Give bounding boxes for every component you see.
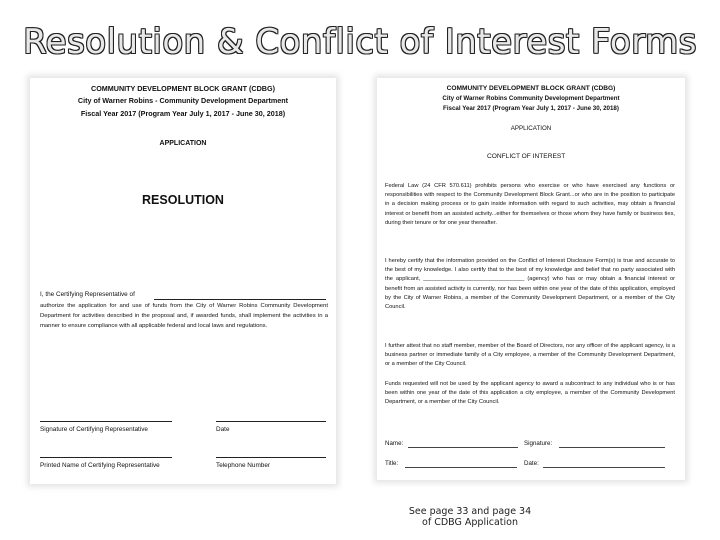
resolution-header-line1: COMMUNITY DEVELOPMENT BLOCK GRANT (CDBG) [91, 84, 275, 93]
name-label: Name: [385, 440, 404, 447]
printed-name-label: Printed Name of Certifying Representative [40, 462, 160, 469]
name-line[interactable] [408, 447, 518, 448]
signature-label-right: Signature: [524, 440, 553, 447]
conflict-header-line1: COMMUNITY DEVELOPMENT BLOCK GRANT (CDBG) [446, 85, 616, 92]
date-line[interactable] [216, 421, 326, 422]
conflict-header-line2: City of Warner Robins Community Development Department [442, 95, 620, 102]
telephone-label: Telephone Number [216, 462, 270, 469]
conflict-paragraph-4: Funds requested will not be used by the applicant agency to award a subcontract to any individual who is or has been within one year of the date of this application a city employee, a member of the Community Development Department, or a member of the City Council. [385, 381, 675, 406]
conflict-paragraph-3: I further attest that no staff member, member of the Board of Directors, nor any officer of the applicant agency, is a business partner or immediate family of a City employee, a member of the Community Development Department, or a member of the City Council. [385, 343, 675, 368]
conflict-header-line3: Fiscal Year 2017 (Program Year July 1, 2017 - June 30, 2018) [443, 105, 619, 112]
date-line-right[interactable] [543, 467, 665, 468]
conflict-heading: CONFLICT OF INTEREST [487, 153, 566, 160]
caption-line-1: See page 33 and page 34 [408, 506, 532, 517]
conflict-paragraph-1: Federal Law (24 CFR 570.611) prohibits persons who exercise or who have exercised any functions or responsibilities with respect to the Community Development Block Grant...or who are in the position to participate in a decision making process or to gain inside information with regard to such activities, may obtain a financial interest or benefit from an assisted activity...either for themselves or those whom they have family or business ties, during their tenure or for one year thereafter. [385, 183, 675, 226]
signature-line[interactable] [40, 421, 172, 422]
date-label: Date [216, 426, 230, 433]
resolution-body: authorize the application for and use of funds from the City of Warner Robins Community Development Department for activities described in the proposal and, if awarded funds, shall implement the activities in a manner to ensure compliance with all applicable federal and local laws and regulations. [40, 303, 328, 329]
conflict-paragraph-2: I hereby certify that the information provided on the Conflict of Interest Disclosure Form(s) is true and accurate to the best of my knowledge. I also certify that to the best of my knowledge and belief that no party associated with the applicant, ________________________________ (agency) who has or may obtain a financial interest or benefit from an assisted activity is currently, nor has been within one year of the date of this application, employed by the City of Warner Robins, a member of the Community Development Department, or a member of the City Council. [385, 258, 675, 311]
conflict-form-page [377, 78, 685, 480]
resolution-header-line2: City of Warner Robins - Community Development Department [77, 96, 289, 105]
slide-title: Resolution & Conflict of Interest Forms [23, 22, 697, 62]
signature-label: Signature of Certifying Representative [40, 426, 148, 433]
slide-caption [380, 506, 560, 528]
date-label-right: Date: [524, 460, 539, 467]
organization-line[interactable] [154, 299, 326, 300]
certify-prefix: I, the Certifying Representative of [40, 291, 135, 298]
telephone-line[interactable] [216, 457, 326, 458]
resolution-heading: RESOLUTION [142, 193, 224, 207]
resolution-application-label: APPLICATION [159, 140, 207, 147]
resolution-form-page [30, 78, 336, 484]
resolution-header-line3: Fiscal Year 2017 (Program Year July 1, 2017 - June 30, 2018) [80, 109, 286, 118]
title-line[interactable] [405, 467, 517, 468]
signature-line-right[interactable] [559, 447, 665, 448]
caption-line-2: of CDBG Application [422, 517, 518, 528]
title-label: Title: [385, 460, 399, 467]
printed-name-line[interactable] [40, 457, 172, 458]
conflict-application-label: APPLICATION [510, 125, 552, 132]
